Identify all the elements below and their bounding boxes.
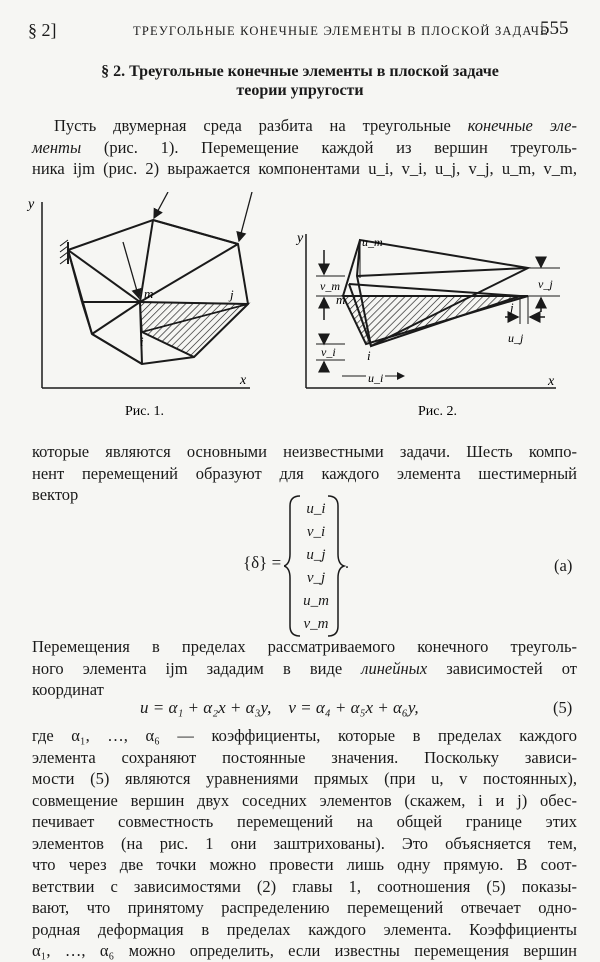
section-title-line2: теории упругости (236, 82, 364, 99)
para4-line: печивает совместность перемещений на общей границе этих (32, 812, 577, 831)
para4-line: где α₁, …, α₆ — коэффициенты, которые в пределах каждого (32, 726, 577, 745)
para3-line1: Перемещения в пределах рассматриваемого конечного треуголь- (32, 637, 577, 656)
formula-5: u = α₁ + α₂x + α₃y, v = α₄ + α₅x + α₆y, (140, 698, 419, 717)
para4-line: ветствии с зависимостями (2) главы 1, соотношения (5) показы- (32, 876, 577, 896)
fig1-y-label: y (28, 197, 35, 212)
para3-line3: координат (32, 680, 104, 699)
fig2-displaced-element (343, 296, 528, 344)
fig2-x-label: x (548, 374, 555, 389)
page-number: 555 (540, 18, 569, 39)
paragraph-linear-dependency (32, 636, 577, 701)
fig1-load-arrow-2 (239, 192, 252, 241)
vector-entry-vi: v_i (306, 524, 326, 540)
fig2-y-label: y (297, 231, 304, 246)
para4-line: совмещение вершин двух соседних элементов (скажем, i и j) обес- (32, 790, 577, 810)
para3-line2: ного элемента ijm зададим в виде линейных зависимостей от (32, 658, 578, 678)
fig2-label-vi: v_i (321, 345, 336, 359)
fig1-label-i: i (140, 334, 144, 349)
fig2-label-i: i (367, 348, 371, 363)
para1-line2: менты (рис. 1). Перемещение каждой из вершин треуголь- (32, 137, 577, 157)
fig1-caption: Рис. 1. (125, 404, 164, 419)
para4-line: элементов (на рис. 1 они заштрихованы). Это объясняется тем, (32, 833, 577, 853)
para2-line2: нент перемещений образуют для каждого элемента шестимерный (32, 463, 577, 483)
vector-entry-uj: u_j (306, 547, 326, 563)
para4-line: что через две точки можно провести лишь одну прямую. В соот- (32, 855, 577, 874)
vector-entry-um: u_m (303, 593, 329, 609)
fig2-label-ui: u_i (368, 371, 384, 385)
para4-line: мости (5) являются уравнениями прямых (при u, v постоянных), (32, 769, 577, 788)
fig1-load-arrow-3 (123, 242, 139, 298)
figure-2 (306, 234, 560, 388)
para4-line: элемента сохраняют постоянные значения. Поскольку зависи- (32, 747, 577, 767)
para4-line: α₁, …, α₆ можно определить, если известны перемещения вершин (32, 941, 577, 960)
equation-label-a: (a) (554, 556, 573, 575)
para4-line: вают, что принятому распределению перемещений отвечает одно- (32, 898, 577, 917)
fig1-x-label: x (240, 373, 247, 388)
section-title (0, 62, 600, 100)
vector-entry-vj: v_j (306, 570, 326, 586)
fig1-label-j: j (230, 287, 234, 302)
figures (0, 192, 600, 422)
fig2-label-vm: v_m (320, 279, 340, 293)
fig2-label-m: m (336, 292, 346, 307)
vector-entry-ui: u_i (306, 501, 326, 517)
vector-lhs: {δ} = (243, 553, 282, 572)
header-section-ref: § 2] (28, 20, 57, 40)
fig2-label-um: u_m (362, 235, 383, 249)
vector-tail: . (345, 555, 349, 572)
fig1-load-arrow-1 (154, 192, 168, 218)
para2-line3: вектор (32, 485, 79, 504)
para2-line1: которые являются основными неизвестными задачи. Шесть компо- (32, 442, 577, 461)
fig2-label-uj: u_j (508, 331, 524, 345)
equation-label-5: (5) (553, 698, 573, 717)
fig2-caption: Рис. 2. (418, 404, 457, 419)
running-title: ТРЕУГОЛЬНЫЕ КОНЕЧНЫЕ ЭЛЕМЕНТЫ В ПЛОСКОЙ ЗАДАЧЕ (133, 24, 549, 38)
paragraph-intro (32, 115, 577, 180)
fig2-label-j: j (510, 300, 514, 315)
paragraph-coefficients (32, 725, 577, 962)
vector-entries (302, 498, 330, 636)
para4-line: родная деформация в пределах каждого элемента. Коэффициенты (32, 919, 577, 939)
fig1-label-m: m (144, 286, 154, 301)
vector-entry-vm: v_m (303, 616, 329, 632)
fig2-label-vj: v_j (538, 277, 553, 291)
section-title-line1: § 2. Треугольные конечные элементы в плоской задаче (101, 63, 499, 80)
para1-line3: ника ijm (рис. 2) выражается компонентами u_i, v_i, u_j, v_j, u_m, v_m, (32, 159, 577, 178)
para1-line1: Пусть двумерная среда разбита на треугольные конечные эле- (54, 116, 577, 135)
